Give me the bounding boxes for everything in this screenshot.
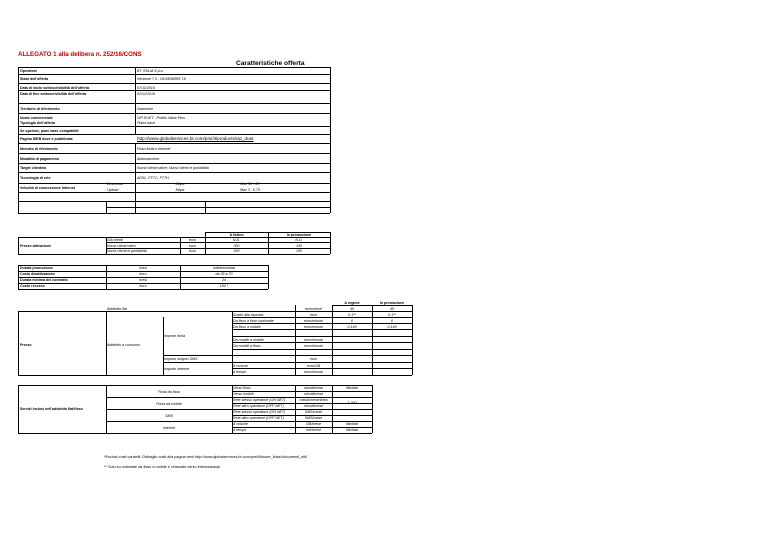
sms-included-label: SMS: [165, 414, 173, 418]
servizi-row-label: A volume: [233, 422, 248, 426]
sms-price-label: Importo singolo SMS: [164, 357, 198, 361]
pagamento-value: Abbonamento: [137, 157, 160, 161]
download-label: Download: [107, 182, 123, 186]
internet-row-unit: euro/GB: [306, 364, 321, 368]
tecnologia-value: ADSL, FTTC, FTTH: [137, 176, 169, 180]
tipologia-value: Piano base: [137, 121, 155, 125]
internet-price-label: Importo internet: [164, 367, 190, 371]
attivazione-row-promo: 150: [296, 244, 302, 248]
durata-row-unit: euro: [139, 284, 147, 288]
servizi-row-label: Verso mobile: [233, 392, 254, 396]
operatore-label: Operatore: [20, 69, 38, 73]
fonia-row-label: Da fisso a mobile: [233, 325, 261, 329]
stato-label: Stato dell'offerta: [20, 77, 49, 81]
attivazione-row-promo: N.D.: [295, 238, 303, 242]
stato-value: Versione 7.0 - NOVEMBRE 16: [137, 77, 186, 81]
fonia-row-promo: 0,1**: [388, 313, 396, 317]
fonia-label: Importo fonia: [164, 334, 185, 338]
attivazione-row-label: Già clienti: [107, 238, 123, 242]
fonia-row-regime: 0,149: [347, 325, 357, 329]
target-label: Target clientela: [20, 166, 47, 170]
fonia-row-label: Da fisso a fisso nazionale: [233, 319, 274, 323]
servizi-row-label: Rete stesso operatore (ON NET): [233, 398, 286, 402]
servizi-row-unit: ore/mese: [306, 428, 321, 432]
fonia-fisso-label: Fonia da fisso: [157, 390, 181, 394]
flat-unit: euro/mese: [305, 307, 322, 311]
tipologia-label: Tipologia dell'offerta: [20, 121, 56, 125]
servizi-row-regime: Illimitati: [346, 428, 358, 432]
upload-label: Upload: [107, 188, 119, 192]
prezzo-col-promo: In promozione: [379, 301, 405, 305]
flat-label: Addebito flat: [107, 307, 127, 311]
durata-row-value: 150 *: [219, 284, 229, 288]
attivazione-row-label: Nuovi clienti nativi: [107, 244, 136, 248]
flat-promo: 45: [390, 307, 394, 311]
download-unit: Mbps: [175, 182, 185, 186]
servizi-row-unit: SMS/mese: [304, 416, 323, 420]
fonia-row-unit: euro/minuto: [304, 344, 323, 348]
durata-row-value: da 35 a 70: [215, 272, 233, 276]
servizi-row-unit: minuti/mese: [303, 404, 324, 408]
attivazione-row-unit: euro: [188, 244, 197, 248]
attivazione-row-listino: 300: [233, 249, 240, 253]
attivazione-label: Prezzo attivazione: [20, 244, 52, 248]
servizi-row-regime: 1.000: [347, 401, 357, 405]
fonia-row-label: Scatto alla risposta: [233, 313, 264, 317]
internet-included-label: Internet: [162, 426, 176, 430]
servizi-row-label: A tempo: [233, 428, 247, 432]
consumo-label: Addebito a consumo: [107, 343, 140, 347]
pagamento-label: Modalità di pagamento: [20, 157, 59, 161]
section-title: Caratteristiche offerta: [236, 60, 305, 67]
servizi-row-unit: SMS/mese: [304, 410, 323, 414]
attivazione-col-promo: In promozione: [286, 233, 312, 237]
fonia-row-label: Da mobile a mobile: [233, 338, 264, 342]
durata-row-label: Costo disattivazione: [20, 272, 55, 276]
pagina-web-link[interactable]: http://www.globalservices.bt.com/pmi/it/products/vip_duet: [137, 136, 254, 141]
durata-row-label: Durata minima del contratto: [20, 278, 68, 282]
attivazione-row-label: Nuovi clienti in portabilità: [107, 249, 147, 253]
attivazione-row-promo: 150: [296, 249, 302, 253]
territorio-value: Nazionale: [137, 107, 153, 111]
fonia-row-unit: euro: [309, 313, 318, 317]
attivazione-row-listino: N.D.: [232, 238, 241, 242]
durata-row-unit: mesi: [139, 266, 147, 270]
servizi-row-regime: Illimitati: [346, 422, 358, 426]
download-value: Max 50 - 20: [240, 182, 260, 186]
data-inizio-value: 07/11/2016: [137, 86, 155, 90]
territorio-label: Territorio di riferimento: [20, 107, 60, 111]
fonia-mobile-label: Fonia da mobile: [156, 402, 182, 406]
fonia-row-unit: euro/minuto: [304, 319, 323, 323]
pagina-web-label: Pagina WEB dove è pubblicata: [20, 137, 73, 141]
operatore-value: BT ITALIA S.p.a: [137, 69, 163, 73]
servizi-row-unit: minuti/mese: [303, 392, 324, 396]
attivazione-row-listino: 300: [233, 244, 240, 248]
attivazione-row-unit: euro: [188, 238, 197, 242]
upload-value: Max 3 - 0,75: [240, 188, 260, 192]
data-inizio-label: Data di inizio sottoscrivibilità dell'offerta: [20, 86, 89, 90]
target-value: Nuovi clienti native; Nuovi clienti in portabilità: [137, 166, 209, 170]
servizi-row-label: Rete altro operatore (OFF NET): [233, 416, 284, 420]
servizi-row-label: Rete altro operatore (OFF NET): [233, 404, 284, 408]
fonia-row-promo: 0: [391, 319, 393, 323]
mercato-value: Fisso fonia e internet: [137, 147, 171, 151]
sms-price-unit: euro: [309, 357, 318, 361]
fonia-row-unit: euro/minuto: [304, 338, 323, 342]
fonia-row-label: Da mobile a fisso: [233, 344, 261, 348]
durata-row-value: indeterminata: [213, 266, 235, 270]
prezzo-label: Prezzo: [20, 343, 32, 347]
servizi-row-unit: minuti/mese/linea: [299, 398, 328, 402]
internet-row-label: A tempo: [233, 370, 247, 374]
opzione-label: Se opzione, piani base compatibili: [20, 129, 79, 133]
servizi-row-unit: minuti/mese: [303, 386, 324, 390]
velocita-label: Velocità di connessione Internet: [20, 186, 75, 190]
durata-row-unit: mesi: [139, 278, 147, 282]
servizi-row-label: Rete stesso operatore (ON NET): [233, 410, 286, 414]
fonia-row-unit: euro/minuto: [304, 325, 323, 329]
servizi-row-label: Verso fisso: [233, 386, 251, 390]
attivazione-row-unit: euro: [188, 249, 197, 253]
upload-unit: Mbps: [175, 188, 185, 192]
fonia-row-regime: 0: [351, 319, 353, 323]
footnote-costs: *Esclusi costi variabili. Dettaglio costi alla pagina web http://www.globalservices.bt.com/pmi/it/footer_links/documenti_utili: [104, 455, 307, 459]
fonia-row-regime: 0,1**: [348, 313, 356, 317]
document-title: ALLEGATO 1 alla delibera n. 252/16/CONS: [18, 51, 142, 58]
nome-commerciale-label: Nome commerciale: [20, 116, 53, 120]
footnote-scatto: ** Solo su chiamate da fisso a mobile e chiamate verso internazionali: [104, 465, 221, 469]
durata-row-value: 24: [222, 278, 226, 282]
servizi-row-unit: GB/mese: [306, 422, 321, 426]
internet-row-unit: euro/minuto: [304, 370, 323, 374]
data-fine-value: 02/12/2016: [137, 92, 155, 96]
durata-row-label: Durata promozione: [20, 266, 53, 270]
servizi-label: Servizi inclusi nell'addebito flat/fisso: [20, 407, 83, 411]
attivazione-col-listino: A listino: [229, 233, 244, 237]
nome-commerciale-value: VIP DUET - Profilo Value Plus: [137, 116, 185, 120]
prezzo-col-regime: A regime: [344, 301, 360, 305]
servizi-row-regime: Illimitati: [346, 386, 358, 390]
flat-regime: 45: [350, 307, 354, 311]
tecnologia-label: Tecnologia di rete: [20, 176, 51, 180]
data-fine-label: Data di fine sottoscrivibilità dell'offerta: [20, 92, 87, 96]
mercato-label: Mercato di riferimento: [20, 147, 58, 151]
durata-row-label: Costo recesso: [20, 284, 45, 288]
fonia-row-promo: 0,149: [387, 325, 397, 329]
durata-row-unit: euro: [139, 272, 147, 276]
internet-row-label: A volume: [233, 364, 248, 368]
